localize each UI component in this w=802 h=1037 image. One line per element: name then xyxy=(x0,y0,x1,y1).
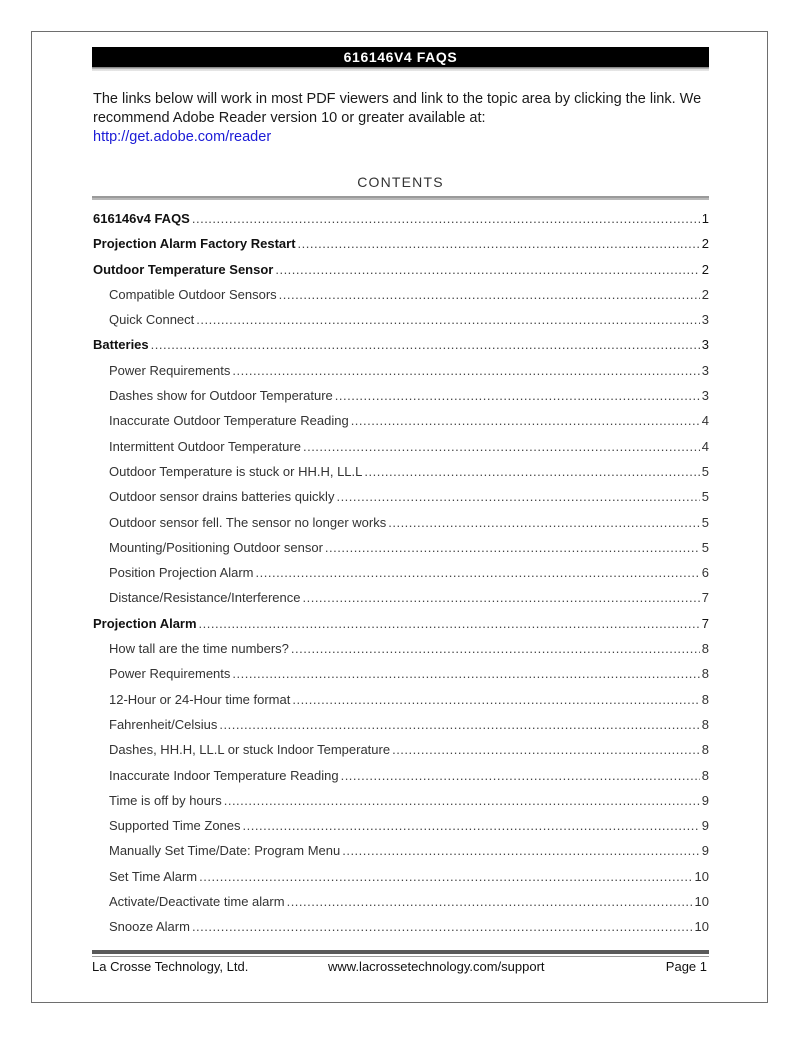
toc-entry-page[interactable]: 4 xyxy=(701,438,709,454)
toc-entry[interactable] xyxy=(93,515,709,540)
toc-dot-leader xyxy=(287,894,693,909)
adobe-reader-link[interactable]: http://get.adobe.com/reader xyxy=(93,129,272,145)
toc-entry[interactable] xyxy=(93,565,709,590)
toc-entry-page[interactable]: 7 xyxy=(701,590,709,606)
toc-dot-leader xyxy=(292,692,699,707)
toc-entry[interactable] xyxy=(93,742,709,767)
toc-entry-label[interactable]: Fahrenheit/Celsius xyxy=(109,716,218,732)
toc-entry-page[interactable]: 8 xyxy=(701,691,709,707)
toc-entry[interactable] xyxy=(93,793,709,818)
toc-entry-label[interactable]: Power Requirements xyxy=(109,362,231,378)
toc-entry[interactable] xyxy=(93,211,709,236)
toc-entry-label[interactable]: Manually Set Time/Date: Program Menu xyxy=(109,843,341,859)
toc-dot-leader xyxy=(224,793,700,808)
toc-entry-label[interactable]: Outdoor sensor fell. The sensor no longer works xyxy=(109,514,387,530)
toc-entry[interactable] xyxy=(93,768,709,793)
toc-entry[interactable] xyxy=(93,590,709,615)
toc-entry-label[interactable]: Inaccurate Outdoor Temperature Reading xyxy=(109,413,349,429)
toc-entry-page[interactable]: 3 xyxy=(701,362,709,378)
toc-entry-page[interactable]: 3 xyxy=(701,312,709,328)
table-of-contents xyxy=(93,211,709,945)
toc-entry-page[interactable]: 9 xyxy=(701,843,709,859)
toc-entry[interactable] xyxy=(93,312,709,337)
toc-entry-page[interactable]: 6 xyxy=(701,565,709,581)
toc-entry-page[interactable]: 2 xyxy=(701,236,709,252)
contents-divider xyxy=(92,196,709,200)
toc-entry[interactable] xyxy=(93,363,709,388)
toc-entry[interactable] xyxy=(93,616,709,641)
toc-entry-label[interactable]: Snooze Alarm xyxy=(109,919,190,935)
toc-dot-leader xyxy=(199,869,692,884)
toc-entry-label[interactable]: Mounting/Positioning Outdoor sensor xyxy=(109,539,323,555)
toc-entry[interactable] xyxy=(93,818,709,843)
toc-entry-page[interactable]: 10 xyxy=(694,919,709,935)
toc-entry-label[interactable]: Supported Time Zones xyxy=(109,818,241,834)
intro-text: The links below will work in most PDF viewers and link to the topic area by clicking the link. We recommend Adobe Reader version 10 or greater available at: xyxy=(93,91,702,126)
toc-entry[interactable] xyxy=(93,439,709,464)
toc-entry-label[interactable]: Projection Alarm xyxy=(93,615,197,631)
toc-dot-leader xyxy=(192,211,700,226)
toc-entry[interactable] xyxy=(93,262,709,287)
toc-entry[interactable] xyxy=(93,641,709,666)
toc-dot-leader xyxy=(151,337,700,352)
toc-entry-page[interactable]: 2 xyxy=(701,286,709,302)
toc-dot-leader xyxy=(275,262,699,277)
footer-company: La Crosse Technology, Ltd. xyxy=(92,959,249,974)
toc-entry[interactable] xyxy=(93,692,709,717)
toc-dot-leader xyxy=(291,641,700,656)
toc-entry-page[interactable]: 3 xyxy=(701,388,709,404)
toc-dot-leader xyxy=(256,565,700,580)
toc-dot-leader xyxy=(364,464,699,479)
toc-entry[interactable] xyxy=(93,540,709,565)
toc-entry-page[interactable]: 10 xyxy=(694,894,709,910)
intro-paragraph xyxy=(93,90,713,147)
toc-dot-leader xyxy=(192,919,693,934)
toc-entry-label[interactable]: Time is off by hours xyxy=(109,792,222,808)
toc-entry-label[interactable]: Quick Connect xyxy=(109,312,195,328)
toc-entry-page[interactable]: 8 xyxy=(701,767,709,783)
document-title: 616146V4 FAQS xyxy=(92,47,709,67)
toc-entry-page[interactable]: 8 xyxy=(701,666,709,682)
toc-entry-page[interactable]: 5 xyxy=(701,539,709,555)
toc-dot-leader xyxy=(199,616,700,631)
toc-dot-leader xyxy=(341,768,700,783)
contents-heading: CONTENTS xyxy=(357,174,444,190)
toc-entry-label[interactable]: Outdoor sensor drains batteries quickly xyxy=(109,489,335,505)
toc-dot-leader xyxy=(219,717,699,732)
toc-dot-leader xyxy=(351,413,700,428)
toc-entry-page[interactable]: 8 xyxy=(701,641,709,657)
toc-dot-leader xyxy=(302,590,699,605)
toc-entry-label[interactable]: Distance/Resistance/Interference xyxy=(109,590,301,606)
toc-dot-leader xyxy=(335,388,700,403)
toc-dot-leader xyxy=(196,312,700,327)
toc-entry-label[interactable]: Compatible Outdoor Sensors xyxy=(109,286,277,302)
toc-dot-leader xyxy=(232,363,699,378)
footer-divider-thin xyxy=(92,956,709,957)
toc-dot-leader xyxy=(342,843,700,858)
toc-entry-label[interactable]: Set Time Alarm xyxy=(109,868,198,884)
toc-entry-label[interactable]: 12-Hour or 24-Hour time format xyxy=(109,691,291,707)
toc-entry-label[interactable]: Inaccurate Indoor Temperature Reading xyxy=(109,767,339,783)
toc-entry[interactable] xyxy=(93,388,709,413)
toc-entry-page[interactable]: 5 xyxy=(701,489,709,505)
toc-entry-label[interactable]: Position Projection Alarm xyxy=(109,565,254,581)
toc-entry-page[interactable]: 10 xyxy=(694,868,709,884)
footer-page-number: Page 1 xyxy=(665,959,707,974)
toc-dot-leader xyxy=(298,236,700,251)
toc-entry-label[interactable]: Intermittent Outdoor Temperature xyxy=(109,438,301,454)
toc-entry-page[interactable]: 3 xyxy=(701,337,709,353)
toc-entry-page[interactable]: 8 xyxy=(701,742,709,758)
toc-entry-label[interactable]: Outdoor Temperature Sensor xyxy=(93,261,274,277)
toc-entry[interactable] xyxy=(93,489,709,514)
toc-entry[interactable] xyxy=(93,337,709,362)
page-footer xyxy=(92,959,709,975)
toc-entry-page[interactable]: 1 xyxy=(701,211,709,226)
toc-entry[interactable] xyxy=(93,843,709,868)
toc-entry-page[interactable]: 5 xyxy=(701,463,709,479)
toc-dot-leader xyxy=(243,818,700,833)
toc-entry[interactable] xyxy=(93,287,709,312)
toc-entry-label[interactable]: Batteries xyxy=(93,337,149,353)
toc-entry-label[interactable]: How tall are the time numbers? xyxy=(109,641,289,657)
footer-divider xyxy=(92,950,709,954)
toc-entry[interactable] xyxy=(93,236,709,261)
toc-dot-leader xyxy=(392,742,700,757)
toc-entry[interactable] xyxy=(93,464,709,489)
toc-dot-leader xyxy=(388,515,700,530)
toc-entry-label[interactable]: 616146v4 FAQS xyxy=(93,211,190,226)
toc-dot-leader xyxy=(325,540,700,555)
toc-entry-page[interactable]: 9 xyxy=(701,818,709,834)
toc-entry-page[interactable]: 9 xyxy=(701,792,709,808)
toc-entry[interactable] xyxy=(93,413,709,438)
toc-entry-label[interactable]: Projection Alarm Factory Restart xyxy=(93,236,296,252)
toc-entry-page[interactable]: 8 xyxy=(701,716,709,732)
footer-website: www.lacrossetechnology.com/support xyxy=(328,959,545,974)
toc-entry-label[interactable]: Dashes, HH.H, LL.L or stuck Indoor Temperature xyxy=(109,742,391,758)
toc-entry-label[interactable]: Power Requirements xyxy=(109,666,231,682)
toc-entry[interactable] xyxy=(93,869,709,894)
toc-entry[interactable] xyxy=(93,717,709,742)
toc-entry-label[interactable]: Outdoor Temperature is stuck or HH.H, LL.L xyxy=(109,463,363,479)
toc-entry-page[interactable]: 5 xyxy=(701,514,709,530)
toc-entry-label[interactable]: Dashes show for Outdoor Temperature xyxy=(109,388,333,404)
toc-entry[interactable] xyxy=(93,919,709,944)
toc-dot-leader xyxy=(279,287,700,302)
toc-entry[interactable] xyxy=(93,894,709,919)
title-underline xyxy=(92,67,709,71)
toc-entry-page[interactable]: 2 xyxy=(701,261,709,277)
toc-dot-leader xyxy=(232,666,699,681)
toc-entry-label[interactable]: Activate/Deactivate time alarm xyxy=(109,894,285,910)
toc-dot-leader xyxy=(303,439,700,454)
toc-dot-leader xyxy=(336,489,699,504)
toc-entry-page[interactable]: 4 xyxy=(701,413,709,429)
toc-entry[interactable] xyxy=(93,666,709,691)
toc-entry-page[interactable]: 7 xyxy=(701,615,709,631)
